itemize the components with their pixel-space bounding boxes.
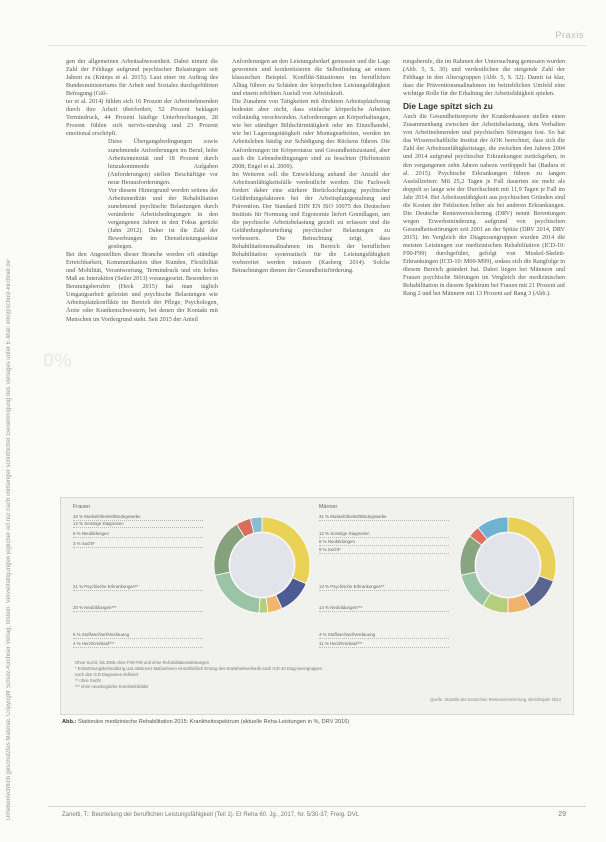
donut-chart-frauen (209, 512, 315, 618)
copyright-strip (6, 80, 22, 820)
panel-title: Männer (319, 504, 338, 510)
text-column-1 (66, 58, 218, 324)
legend-entry (319, 514, 451, 521)
legend-entry-label: 12 % Sonstige Diagnosen (73, 521, 203, 528)
paragraph: Anforderungen an den Leistungsbedarf gemessen und die Lage gewonnen und konkretisieren die Selbstfindung an einem klassischen Beispiel. Konflikt-Situationen im beruflichen Alltag führen zu Schäden der körperlichen Leistungsfähigkeit und einem erhöhten Ausfall von Arbeitskraft. (232, 58, 390, 98)
footer-citation: Zanetti, T.: Beurteilung der beruflichen Leistungsfähigkeit (Teil 1). Et Reha 60. Jg., 2017, Nr. 5/30-37, Freig. DVL (62, 812, 360, 818)
legend-entry (73, 521, 205, 528)
caption-label: Abb.: (62, 719, 77, 725)
legend-entry-label: 20 % Neubildungen*** (73, 605, 203, 612)
legend-entry-label: 13 % Psychische Erkrankungen** (319, 584, 449, 591)
paragraph: Vor diesem Hintergrund werden seitens der Arbeitsmedizin und der Rehabilitation zunehmend psychische Belastungen durch veränderte Arbeitsbedingungen in den vergangenen Jahren in den Fokus gerückt (Jahn 2012). Daher ist die Zahl der Bewerbungen im Dienstleistungssektor gestiegen. (108, 186, 218, 251)
chart-panel-frauen (71, 504, 321, 652)
percent-watermark: 0% (43, 350, 72, 372)
donut-chart-maenner (455, 512, 561, 618)
figure-source: Quelle: Statistik der Deutschen Rentenversicherung, Berichtsjahr 2014 (429, 697, 561, 702)
footnote: *** ohne neurologische Krankheitsbilder (75, 684, 149, 690)
legend-entry (73, 641, 205, 648)
donut-hole (231, 534, 294, 597)
figure-box (60, 497, 574, 715)
legend-entry-label: 11 % Herz/Kreislauf*** (319, 641, 449, 648)
paragraph: Bei den Angestellten dieser Branche werden oft ständige Erreichbarkeit, Kommunikation über Kunden, Flexibilität und Mobilität, Verantwortung, Termindruck und ein hohes Maß an Interaktion (Seiler 2013) vorausgesetzt. Besonders in Beratungsberufen (Heck 2015) hat man täglich Umgangsarbeit geleistet und psychische Belastungen wie Arbeitsplatzkonflikte im Bereich der Pflege, Psychologen, Ärzte oder Krankenschwestern, bei denen der Kontakt mit Menschen im Vordergrund steht. Seit 2015 der Anteil (66, 251, 218, 323)
legend-entry (319, 539, 451, 546)
paragraph: Die Zunahme von Tätigkeiten mit direktem Arbeitsplatzbezug bedeutet aber nicht, dass einfache körperliche Arbeiten vollständig verschwinden. Anforderungen an Körperhaltungen, wie bei ständiger Bildschirmtätigkeit oder im Einzelhandel, wie bei Lagerungstätigkeit oder Montagearbeiten, werden im Arbeitsleben häufig zur Schädigung des Rückens führen. Die Anforderungen im Körperstatus und Gesundheitszustand, aber auch die Lebensbedingungen sind zu beachten (Helfenstein 2008; Engel et al. 2009). (232, 98, 390, 170)
legend-entry (319, 547, 451, 554)
legend-entry-label: 4 % Herz/Kreislauf*** (73, 641, 203, 648)
legend-entry (319, 531, 451, 538)
text-column-2 (232, 58, 390, 275)
pie-slice (259, 598, 268, 613)
legend-entry-label: 3 % Sucht* (73, 541, 203, 548)
legend-entry (73, 632, 205, 639)
legend-entry (73, 541, 205, 548)
paragraph: ter et al. 2014) fühlen sich 16 Prozent der Arbeitnehmenden durch ihre Arbeit überfordert, 52 Prozent beklagen Termindruck, 44 Prozent häufige Unterbrechungen, 28 Prozent fühlen sich nervös-unruhig und 23 Prozent emotional erschöpft. (66, 98, 218, 138)
section-heading: Die Lage spitzt sich zu (403, 101, 493, 112)
paragraph: gen der allgemeinen Arbeitsabwesenheit. Dabei nimmt die Zahl der Fehltage aufgrund psychischer Belastungen seit Jahren zu (Knieps et al. 2015). Laut einer im Auftrag des Bundesministeriums für Arbeit und Soziales durchgeführten Befragung (Gül- (66, 58, 218, 98)
footnote: ** ohne Sucht (75, 678, 101, 684)
figure-caption (62, 719, 567, 725)
section-label: Praxis (555, 30, 584, 40)
legend-entry-label: 32 % Muskel/Skelett/Bindegewebe (73, 514, 203, 521)
legend-entry-label: 21 % Psychische Erkrankungen** (73, 584, 203, 591)
legend-entry-label: 4 % Stoffwechsel/Verdauung (319, 632, 449, 639)
paragraph: rungsberufe, die im Rahmen der Untersuchung gemessen wurden (Abb. 5, S. 30) und verdeutlichen die steigende Zahl der Fehltage in den Altersgruppen (Abb. 5, S. 32). Damit ist klar, dass die Präventionsmaßnahmen im betrieblichen Umfeld eine wichtige Rolle für die Erhaltung der Arbeitsfähigkeit spielen. (403, 58, 565, 98)
legend-entry (319, 584, 451, 591)
footnote: nach den ICD-Diagnosen definiert (75, 672, 139, 678)
caption-text: Stationäre medizinische Rehabilitation 2015: Krankheitsspektrum (aktuelle Reha-Leistungen in %, DRV 2016) (77, 719, 350, 725)
legend-entry (319, 605, 451, 612)
header-divider (48, 45, 586, 46)
legend-entry (73, 584, 205, 591)
legend-entry (73, 531, 205, 538)
donut-hole (477, 534, 540, 597)
paragraph: Auch die Gesundheitsreporte der Krankenkassen stellen einen Zusammenhang zwischen der Arbeitsbelastung, dem Verhalten von Arbeitnehmenden und psychischen Störungen fest. So hat das Wissenschaftliche Institut der AOK berechnet, dass sich die Zahl der Arbeitsunfähigkeitstage, die zwischen den Jahren 2004 und 2014 aufgrund psychischer Erkrankungen zurückgehen, in den vergangenen zehn Jahren nahezu verdoppelt hat (Badura et al. 2015). Psychische Erkrankungen führen zu langen Ausfallzeiten: Mit 25,2 Tagen je Fall dauerten sie mehr als doppelt so lange wie der Durchschnitt mit 11,9 Tagen je Fall im Jahr 2014. Bei Arbeitsunfähigkeit aus psychischen Gründen sind die Kosten der Fehlzeiten höher als bei anderen Erkrankungen. Die Deutsche Rentenversicherung (DRV) nennt Berentungen wegen Erwerbsminderung aufgrund von psychischen Gesundheitsstörungen seit 2001 an der Spitze (DRV 2014, DRV 2015). Im Vergleich der Diagnosengruppen wurden 2014 die meisten Leistungen zur medizinischen Rehabilitation (ICD-10: F00-F99) durchgeführt, gefolgt von Muskel-Skelett-Erkrankungen (ICD-10: M00-M99), sodass sich die Rangfolge in diesem Bereich geändert hat. Dabei liegen bei Männern und Frauen psychische Störungen im Vergleich der medizinischen Rehabilitation in diesem Spektrum bei Frauen mit 21 Prozent auf Rang 2 und bei Männern mit 13 Prozent auf Rang 3 (Abb.). (403, 113, 565, 298)
legend-entry-label: 9 % Sucht* (319, 547, 449, 554)
figure-footnotes (75, 660, 555, 690)
text-column-3 (403, 58, 565, 298)
footnote: Ohne Sucht, bis 2008 ohne F00-F09 und ohne Rehabilitationsleistungen (75, 660, 210, 665)
paragraph: Im Weiteren soll die Entwicklung anhand der Anzahl der Arbeitsunfähigkeitsfälle verdeutlicht werden. Die Fachwelt fordert daher eine stärkere Berücksichtigung psychischer Gefährdungsfaktoren bei der Arbeitsplatzgestaltung und Prävention. Der Standard DIN EN ISO 10075 des Deutschen Instituts für Normung und Ergonomie liefert Grundlagen, um die psychische Arbeitsbelastung gezielt zu erfassen und die Gefährdungsbeurteilung psychischer Belastungen zu verbessern. Die Betrachtung zeigt, dass Rehabilitationsmaßnahmen im Bereich der beruflichen Rehabilitation systematisch für die Leistungsfähigkeit vorbereitet werden müssen (Kasberg 2014). Solche Betrachtungen dienen der Gesundheitsförderung. (232, 170, 390, 275)
paragraph: Diese Übergangsbedingungen sowie zunehmende Anforderungen im Beruf, hohe Arbeitsintensität und 18 Prozent durch hinzukommende Aufgaben (Anforderungen) stellen Beschäftigte vor neue Herausforderungen. (108, 138, 218, 186)
copyright-text: Urheberrechtlich geschütztes Material. Copyright Schulz-Kirchner Verlag, Idstein. Vervielfältigungen jeglicher Art nur nach vorheriger schriftlicher Genehmigung des Verlages unter E-Mail: info@schulz-kirchner.de (6, 259, 12, 820)
legend-entry-label: 8 % Neubildungen (319, 539, 449, 546)
legend-entry (319, 632, 451, 639)
page-number: 29 (558, 811, 566, 818)
legend-entry-label: 12 % Sonstige Diagnosen (319, 531, 449, 538)
legend-entry-label: 14 % Neubildungen*** (319, 605, 449, 612)
legend-entry (73, 514, 205, 521)
legend-entry (319, 641, 451, 648)
legend-entry-label: 5 % Neubildungen (73, 531, 203, 538)
legend-entry (73, 605, 205, 612)
footer-divider (48, 806, 586, 807)
panel-title: Frauen (73, 504, 91, 510)
chart-panel-maenner (317, 504, 567, 652)
legend-entry-label: 31 % Muskel/Skelett/Bindegewebe (319, 514, 449, 521)
legend-entry-label: 5 % Stoffwechsel/Verdauung (73, 632, 203, 639)
footnote: * Entwöhnungsbehandlung und abstinenz Maßnahmen einschließlich Entzug des Krankheitsverlaufs nach ICD-10 Diagnosengruppen (75, 666, 323, 672)
